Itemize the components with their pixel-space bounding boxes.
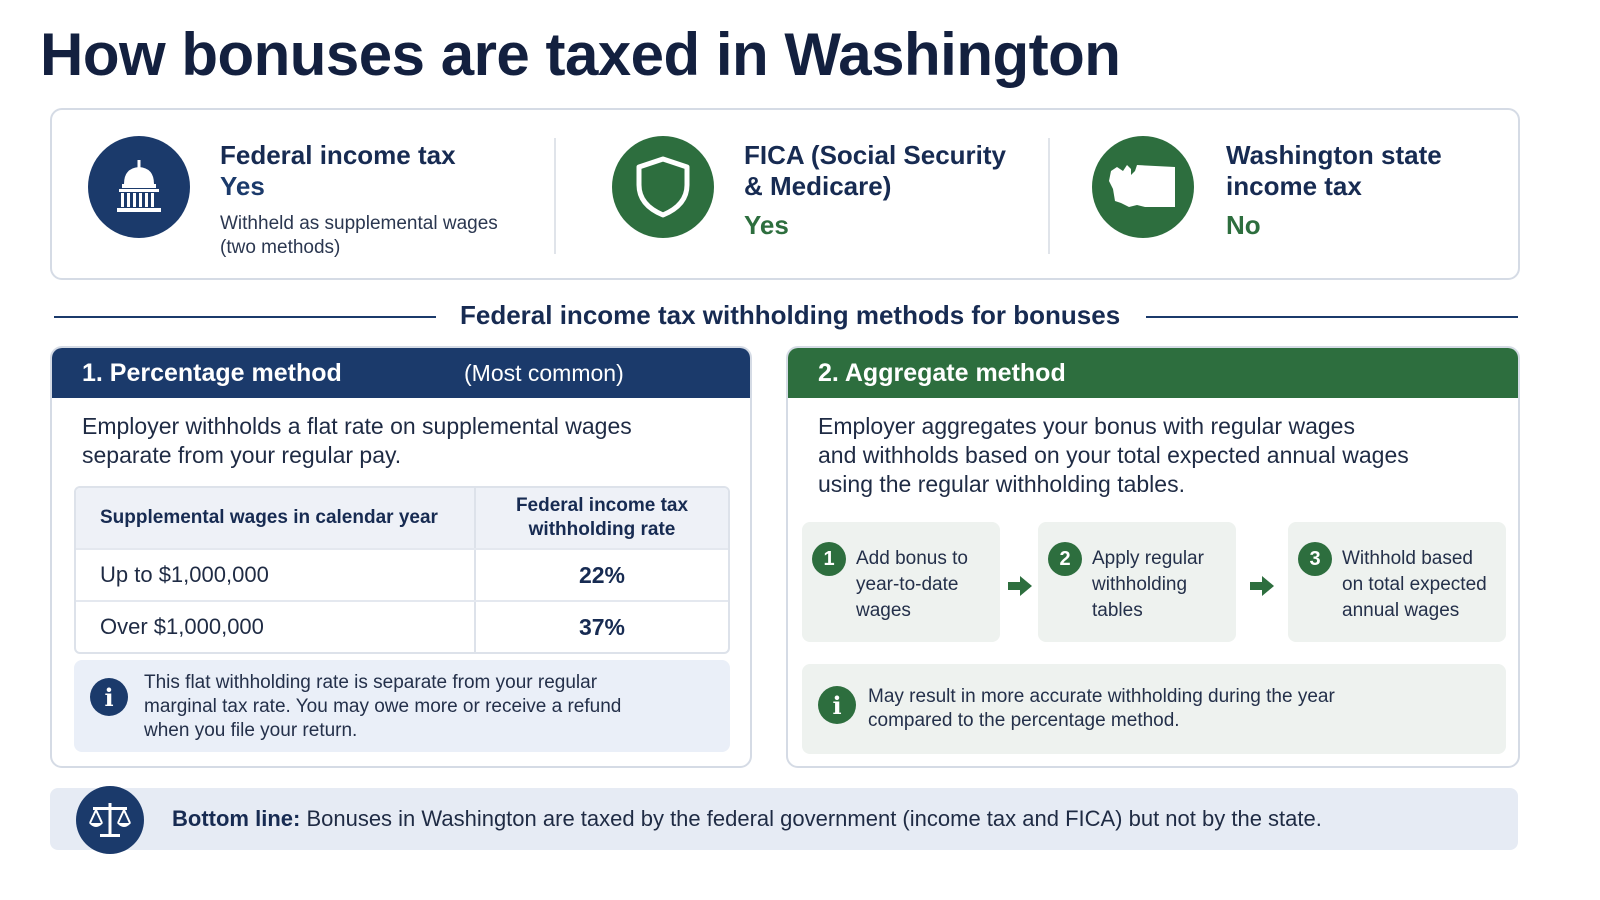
step-number-badge: 1 [812, 542, 846, 576]
fica-summary [556, 110, 1046, 278]
info-line: May result in more accurate withholding during the year [868, 686, 1335, 707]
aggregate-method-description [818, 412, 1409, 499]
federal-value: Yes [220, 171, 265, 201]
washington-heading [1226, 140, 1442, 202]
washington-state-map-icon [1092, 136, 1194, 238]
info-line: marginal tax rate. You may owe more or receive a refund [144, 696, 622, 717]
aggregate-info-text [868, 685, 1335, 733]
shield-icon [612, 136, 714, 238]
wage-range-cell: Up to $1,000,000 [76, 550, 476, 600]
federal-income-tax-summary [52, 110, 552, 278]
bottom-line-text [172, 806, 1322, 832]
step-line: Withhold based [1342, 548, 1473, 569]
step-text [856, 546, 968, 624]
bottom-line-body: Bonuses in Washington are taxed by the federal government (income tax and FICA) but not by the state. [300, 806, 1322, 831]
column-header-rate [476, 488, 728, 548]
heading-rule-left [54, 316, 436, 318]
percentage-method-card [50, 346, 752, 768]
washington-value: No [1226, 210, 1261, 240]
fica-value: Yes [744, 210, 789, 240]
step-text [1342, 546, 1487, 624]
washington-summary-text [1226, 140, 1442, 242]
info-line: This flat withholding rate is separate from your regular [144, 672, 598, 693]
step-line: on total expected [1342, 574, 1487, 595]
aggregate-info-box [802, 664, 1506, 754]
rate-cell: 22% [578, 561, 626, 588]
column-header-line: Federal income tax [515, 495, 689, 516]
percentage-method-title: 1. Percentage method [82, 358, 342, 387]
step-number-badge: 2 [1048, 542, 1082, 576]
step-card-2 [1038, 522, 1236, 642]
washington-summary [1050, 110, 1520, 278]
step-line: withholding [1092, 574, 1188, 595]
description-line: Employer aggregates your bonus with regular wages [818, 413, 1355, 439]
step-line: tables [1092, 600, 1143, 621]
description-line: Employer withholds a flat rate on supplemental wages [82, 413, 632, 439]
step-line: wages [856, 600, 911, 621]
step-text [1092, 546, 1204, 624]
table-header-row [76, 488, 728, 548]
wage-range-cell: Over $1,000,000 [76, 602, 476, 652]
step-card-3 [1288, 522, 1506, 642]
capitol-building-icon [88, 136, 190, 238]
step-line: year-to-date [856, 574, 959, 595]
bottom-line-label: Bottom line: [172, 806, 301, 831]
fica-heading [744, 140, 1006, 202]
methods-heading-text: Federal income tax withholding methods for bonuses [460, 300, 1121, 330]
most-common-tag: (Most common) [464, 359, 624, 386]
federal-note-line: (two methods) [220, 237, 341, 258]
washington-heading-line: Washington state [1226, 140, 1442, 170]
table-row [76, 548, 728, 600]
percentage-method-header [52, 348, 750, 398]
step-card-1 [802, 522, 1000, 642]
info-icon: i [90, 678, 128, 716]
aggregate-method-title: 2. Aggregate method [818, 358, 1066, 387]
info-line: compared to the percentage method. [868, 710, 1180, 731]
washington-heading-line: income tax [1226, 171, 1362, 201]
fica-summary-text [744, 140, 1006, 242]
column-header-wages: Supplemental wages in calendar year [76, 488, 476, 548]
withholding-rate-table [74, 486, 730, 654]
summary-panel [50, 108, 1520, 280]
info-line: when you file your return. [144, 720, 358, 741]
aggregate-method-header [788, 348, 1518, 398]
percentage-info-box [74, 660, 730, 752]
step-line: Add bonus to [856, 548, 968, 569]
fica-heading-line: FICA (Social Security [744, 140, 1006, 170]
step-number-badge: 3 [1298, 542, 1332, 576]
methods-section-heading [0, 298, 1600, 338]
info-icon: i [818, 686, 856, 724]
fica-heading-line: & Medicare) [744, 171, 892, 201]
description-line: separate from your regular pay. [82, 442, 402, 468]
column-header-line: withholding rate [528, 519, 676, 540]
percentage-info-text [144, 671, 621, 743]
step-line: Apply regular [1092, 548, 1204, 569]
heading-rule-right [1146, 316, 1518, 318]
percentage-method-description [82, 412, 632, 470]
description-line: using the regular withholding tables. [818, 471, 1185, 497]
federal-note [220, 212, 498, 260]
right-arrow-icon [1248, 574, 1276, 603]
step-line: annual wages [1342, 600, 1460, 621]
aggregate-method-card [786, 346, 1520, 768]
table-row [76, 600, 728, 652]
right-arrow-icon [1006, 574, 1034, 603]
description-line: and withholds based on your total expected annual wages [818, 442, 1409, 468]
page-title: How bonuses are taxed in Washington [40, 21, 1121, 88]
scales-of-justice-icon [76, 786, 144, 854]
federal-summary-text [220, 140, 498, 260]
federal-heading: Federal income tax [220, 140, 456, 170]
rate-cell: 37% [578, 613, 626, 640]
federal-note-line: Withheld as supplemental wages [220, 213, 498, 234]
